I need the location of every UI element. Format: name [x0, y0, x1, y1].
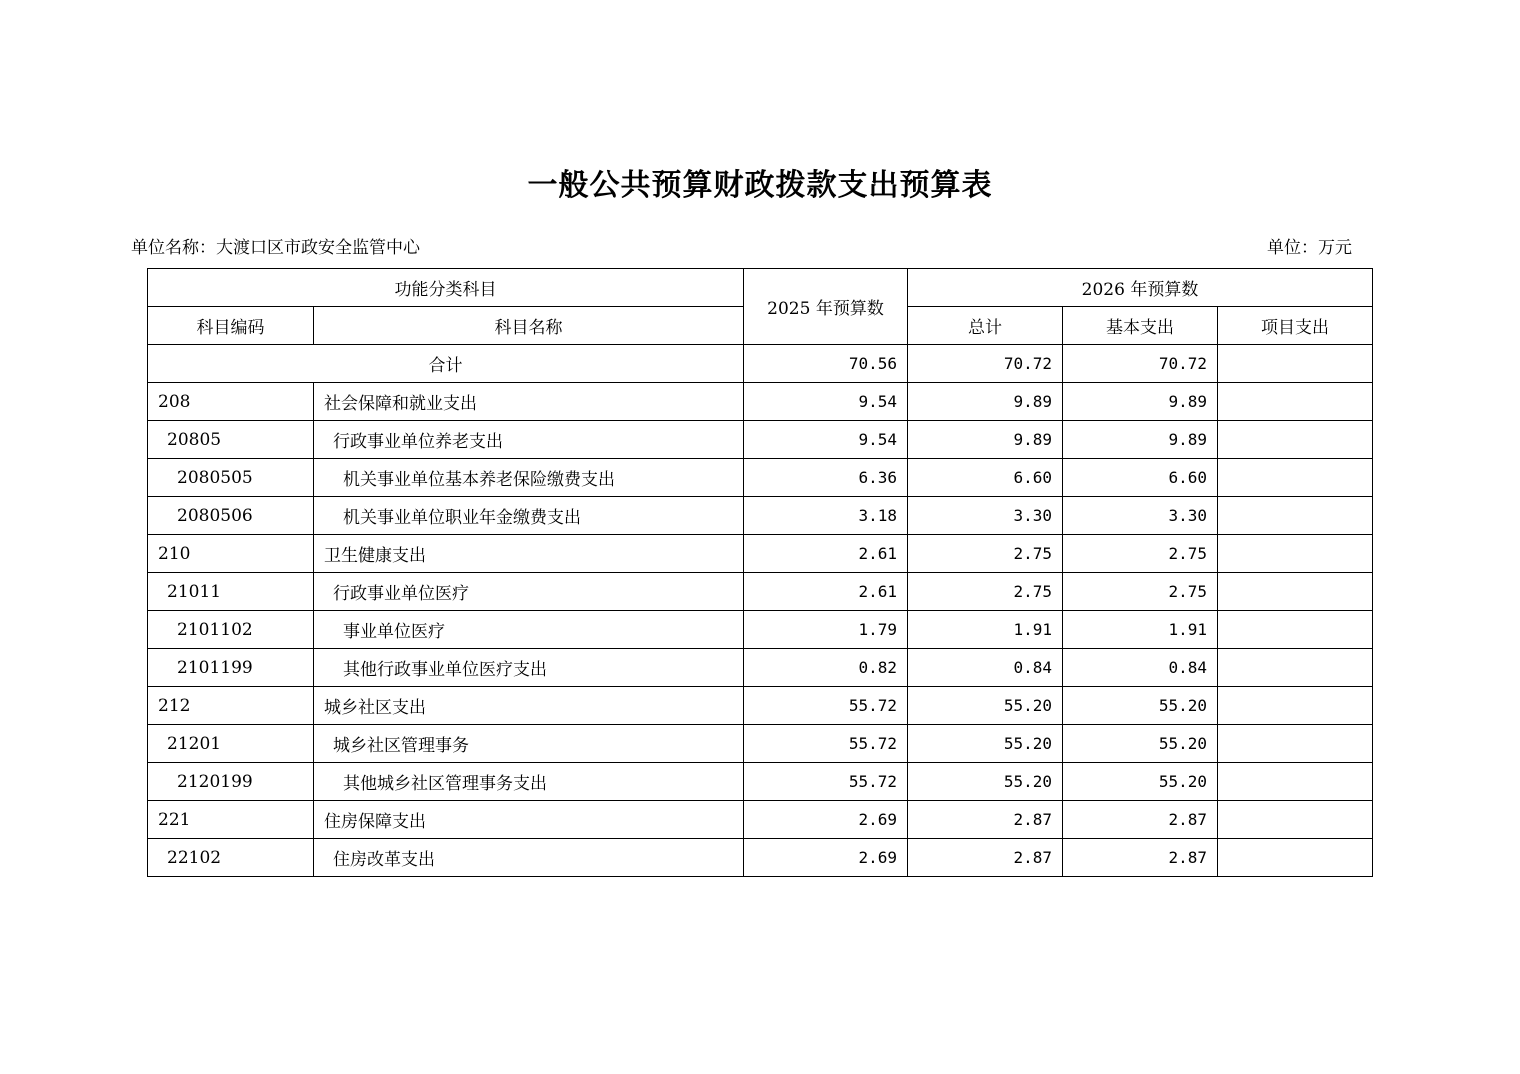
cell-name: 其他行政事业单位医疗支出 — [314, 649, 744, 687]
total-total: 70.72 — [908, 345, 1063, 383]
cell-basic: 1.91 — [1063, 611, 1218, 649]
cell-total: 2.87 — [908, 839, 1063, 877]
table-row — [148, 383, 1373, 421]
cell-basic: 55.20 — [1063, 763, 1218, 801]
cell-project — [1218, 611, 1373, 649]
cell-basic: 2.87 — [1063, 801, 1218, 839]
total-project — [1218, 345, 1373, 383]
header-row-1 — [148, 269, 1373, 307]
cell-name: 卫生健康支出 — [314, 535, 744, 573]
header-basic: 基本支出 — [1063, 307, 1218, 345]
table-row — [148, 839, 1373, 877]
cell-total: 2.75 — [908, 573, 1063, 611]
cell-total: 55.20 — [908, 725, 1063, 763]
table-row — [148, 725, 1373, 763]
unit-name-label: 单位名称：大渡口区市政安全监管中心 — [131, 238, 420, 258]
cell-code: 22102 — [148, 839, 314, 877]
total-label: 合计 — [148, 345, 744, 383]
cell-basic: 9.89 — [1063, 421, 1218, 459]
cell-code: 221 — [148, 801, 314, 839]
cell-basic: 3.30 — [1063, 497, 1218, 535]
header-budget-2025: 2025 年预算数 — [744, 269, 908, 345]
table-row — [148, 649, 1373, 687]
cell-budget-2025: 3.18 — [744, 497, 908, 535]
table-row — [148, 535, 1373, 573]
cell-code: 210 — [148, 535, 314, 573]
cell-project — [1218, 839, 1373, 877]
table-row — [148, 573, 1373, 611]
cell-project — [1218, 421, 1373, 459]
cell-code: 21011 — [148, 573, 314, 611]
cell-basic: 9.89 — [1063, 383, 1218, 421]
cell-basic: 55.20 — [1063, 687, 1218, 725]
cell-budget-2025: 55.72 — [744, 687, 908, 725]
table-row — [148, 611, 1373, 649]
cell-total: 55.20 — [908, 763, 1063, 801]
cell-project — [1218, 383, 1373, 421]
header-name: 科目名称 — [314, 307, 744, 345]
cell-name: 行政事业单位养老支出 — [314, 421, 744, 459]
cell-name: 社会保障和就业支出 — [314, 383, 744, 421]
cell-code: 2101102 — [148, 611, 314, 649]
cell-code: 2080505 — [148, 459, 314, 497]
cell-budget-2025: 2.61 — [744, 573, 908, 611]
cell-code: 2120199 — [148, 763, 314, 801]
total-basic: 70.72 — [1063, 345, 1218, 383]
cell-project — [1218, 535, 1373, 573]
cell-project — [1218, 649, 1373, 687]
cell-basic: 0.84 — [1063, 649, 1218, 687]
cell-name: 城乡社区支出 — [314, 687, 744, 725]
cell-budget-2025: 1.79 — [744, 611, 908, 649]
header-budget-2026: 2026 年预算数 — [908, 269, 1373, 307]
cell-name: 住房保障支出 — [314, 801, 744, 839]
cell-budget-2025: 9.54 — [744, 421, 908, 459]
cell-budget-2025: 0.82 — [744, 649, 908, 687]
cell-code: 21201 — [148, 725, 314, 763]
budget-table — [147, 268, 1373, 877]
cell-total: 9.89 — [908, 421, 1063, 459]
cell-total: 1.91 — [908, 611, 1063, 649]
cell-name: 其他城乡社区管理事务支出 — [314, 763, 744, 801]
cell-budget-2025: 2.69 — [744, 801, 908, 839]
header-project: 项目支出 — [1218, 307, 1373, 345]
cell-project — [1218, 497, 1373, 535]
currency-unit-label: 单位：万元 — [1267, 238, 1352, 258]
cell-name: 城乡社区管理事务 — [314, 725, 744, 763]
cell-basic: 2.75 — [1063, 573, 1218, 611]
cell-code: 2080506 — [148, 497, 314, 535]
cell-project — [1218, 725, 1373, 763]
cell-project — [1218, 459, 1373, 497]
header-func-category: 功能分类科目 — [148, 269, 744, 307]
header-total: 总计 — [908, 307, 1063, 345]
table-row — [148, 763, 1373, 801]
cell-total: 3.30 — [908, 497, 1063, 535]
cell-name: 机关事业单位基本养老保险缴费支出 — [314, 459, 744, 497]
total-budget-2025: 70.56 — [744, 345, 908, 383]
cell-total: 2.75 — [908, 535, 1063, 573]
cell-project — [1218, 687, 1373, 725]
cell-budget-2025: 2.61 — [744, 535, 908, 573]
cell-project — [1218, 573, 1373, 611]
cell-budget-2025: 55.72 — [744, 725, 908, 763]
cell-name: 事业单位医疗 — [314, 611, 744, 649]
cell-basic: 6.60 — [1063, 459, 1218, 497]
cell-budget-2025: 9.54 — [744, 383, 908, 421]
table-row — [148, 497, 1373, 535]
header-code: 科目编码 — [148, 307, 314, 345]
cell-total: 6.60 — [908, 459, 1063, 497]
cell-basic: 55.20 — [1063, 725, 1218, 763]
cell-basic: 2.87 — [1063, 839, 1218, 877]
total-row — [148, 345, 1373, 383]
cell-name: 住房改革支出 — [314, 839, 744, 877]
cell-total: 9.89 — [908, 383, 1063, 421]
cell-name: 行政事业单位医疗 — [314, 573, 744, 611]
cell-name: 机关事业单位职业年金缴费支出 — [314, 497, 744, 535]
cell-project — [1218, 763, 1373, 801]
table-row — [148, 421, 1373, 459]
cell-code: 208 — [148, 383, 314, 421]
page-title: 一般公共预算财政拨款支出预算表 — [527, 168, 993, 203]
cell-code: 20805 — [148, 421, 314, 459]
cell-total: 55.20 — [908, 687, 1063, 725]
cell-total: 0.84 — [908, 649, 1063, 687]
cell-basic: 2.75 — [1063, 535, 1218, 573]
table-row — [148, 687, 1373, 725]
cell-budget-2025: 2.69 — [744, 839, 908, 877]
cell-total: 2.87 — [908, 801, 1063, 839]
cell-budget-2025: 55.72 — [744, 763, 908, 801]
cell-project — [1218, 801, 1373, 839]
cell-budget-2025: 6.36 — [744, 459, 908, 497]
table-row — [148, 459, 1373, 497]
cell-code: 2101199 — [148, 649, 314, 687]
cell-code: 212 — [148, 687, 314, 725]
table-row — [148, 801, 1373, 839]
